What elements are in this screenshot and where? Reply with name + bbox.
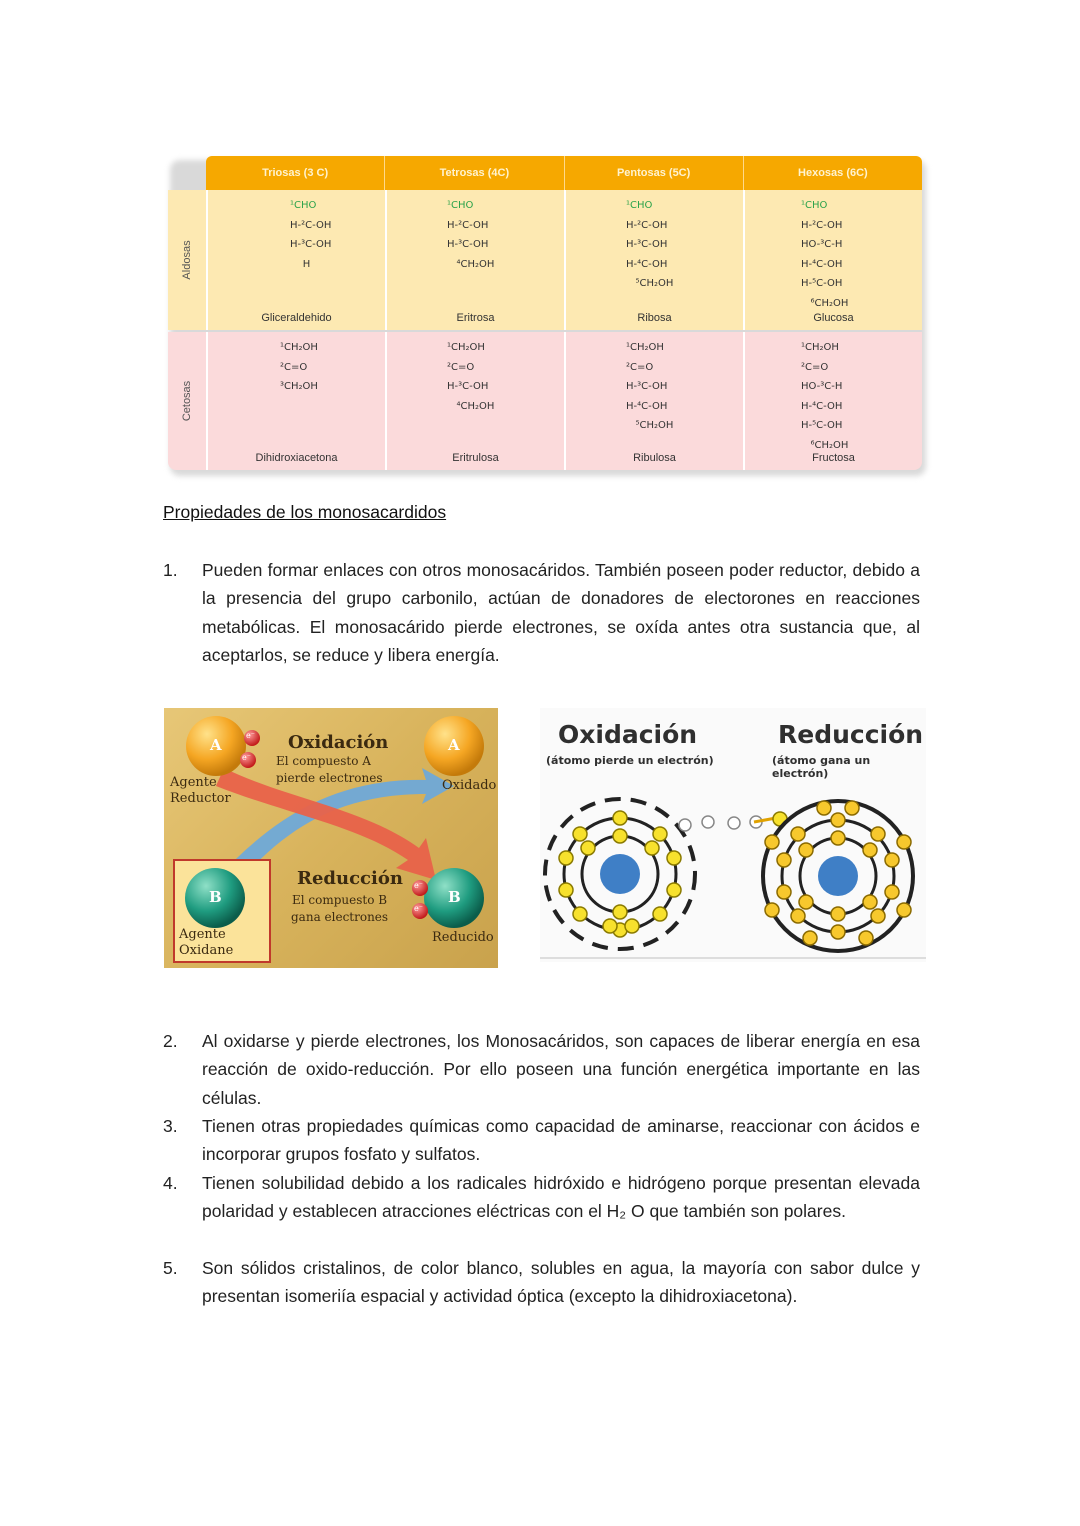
cell-eritrulosa: [387, 332, 566, 470]
atom-reduccion-title: Reducción: [778, 720, 924, 749]
atom-a-label: A: [448, 736, 460, 754]
agente-reductor-1: Agente: [170, 775, 217, 790]
formula-body: H-²C-OH H-³C-OH H-⁴C-OH ⁵CH₂OH: [626, 219, 674, 289]
cell-eritrosa: [387, 190, 566, 330]
table-header: [206, 156, 922, 190]
formula-top: ¹CHO: [626, 200, 653, 211]
formula-body: H-²C-OH H-³C-OH ⁴CH₂OH: [447, 219, 495, 270]
electron-label: e⁻: [246, 731, 255, 740]
formula-body: ¹CH₂OH ²C=O ³CH₂OH: [280, 342, 318, 392]
item-text: Pueden formar enlaces con otros monosacáridos. También poseen poder reductor, debido a la presencia del grupo carbonilo, actúan de donadores de electorones en reacciones metabólicas. El monosacárido pierde electrones, se oxída antes otra sustancia que, al aceptarlos, se reduce y libera energía.: [202, 560, 920, 666]
reduccion-desc-1: El compuesto B: [292, 893, 388, 907]
item-number: 3.: [163, 1116, 178, 1136]
molecule-name: Gliceraldehido: [261, 312, 332, 324]
molecule-name: Ribulosa: [633, 452, 676, 464]
atom-oxidacion-title: Oxidación: [558, 720, 698, 749]
atom-diagram: [540, 708, 926, 962]
reduccion-desc-2: gana electrones: [291, 910, 389, 924]
formula-body: H-²C-OH HO-³C-H H-⁴C-OH H-⁵C-OH ⁶CH₂OH: [801, 219, 849, 309]
formula-top: ¹CHO: [801, 200, 828, 211]
oxidacion-desc-2: pierde electrones: [276, 771, 383, 785]
header-pentosas: Pentosas (5C): [565, 156, 744, 190]
atom-reduccion-sub: (átomo gana un electrón): [772, 754, 871, 780]
item-number: 5.: [163, 1258, 178, 1278]
formula-top: ¹CHO: [290, 200, 317, 211]
item-number: 4.: [163, 1173, 178, 1193]
list-item: [163, 556, 920, 670]
item-text: Al oxidarse y pierde electrones, los Monosacáridos, son capaces de liberar energía en esa reacción de oxido-reducción. Por ello poseen una función energética importante en las células.: [202, 1031, 920, 1108]
reduccion-title: Reducción: [297, 868, 403, 889]
row-label-cetosas: Cetosas: [181, 380, 193, 422]
row-aldosas: [168, 190, 922, 330]
cell-dihidroxiacetona: [208, 332, 387, 470]
molecule-name: Fructosa: [812, 452, 855, 464]
monosaccharide-table: [168, 156, 922, 472]
section-title: Propiedades de los monosacardidos: [163, 502, 447, 522]
molecule-name: Ribosa: [637, 312, 672, 324]
redox-figure: [164, 708, 498, 968]
formula-top: ¹CHO: [447, 200, 474, 211]
molecule-name: Glucosa: [813, 312, 854, 324]
header-tetrosas: Tetrosas (4C): [385, 156, 564, 190]
list-item: [163, 1169, 920, 1226]
agente-oxidante-2: Oxidane: [179, 943, 234, 958]
molecule-name: Dihidroxiacetona: [255, 452, 338, 464]
reducido-label: Reducido: [432, 930, 494, 945]
electron-label: e⁻: [414, 881, 423, 890]
oxidacion-title: Oxidación: [288, 732, 389, 753]
atom-electron-figure: [540, 708, 926, 962]
atom-b-label: B: [448, 888, 461, 906]
cell-fructosa: [745, 332, 922, 470]
atom-left: [545, 799, 695, 949]
list-item: [163, 1112, 920, 1169]
oxidacion-desc-1: El compuesto A: [276, 754, 371, 768]
item-text: Son sólidos cristalinos, de color blanco, solubles en agua, la mayoría con sabor dulce y presentan isomeriía espacial y actividad óptica (excepto la dihidroxiacetona).: [202, 1258, 920, 1307]
cell-ribosa: [566, 190, 745, 330]
molecule-name: Eritrosa: [456, 312, 495, 324]
cell-ribulosa: [566, 332, 745, 470]
molecule-name: Eritrulosa: [452, 452, 499, 464]
list-item: [163, 1254, 920, 1311]
formula-body: H-²C-OH H-³C-OH H: [290, 219, 332, 270]
atom-b-label: B: [209, 888, 222, 906]
formula-body: ¹CH₂OH ²C=O H-³C-OH ⁴CH₂OH: [447, 342, 495, 412]
atom-right: [763, 801, 913, 951]
cell-gliceraldehido: [208, 190, 387, 330]
item-number: 1.: [163, 560, 178, 580]
row-cetosas: [168, 332, 922, 470]
electron-transfer: [679, 812, 787, 831]
header-hexosas: Hexosas (6C): [798, 167, 868, 179]
formula-body: ¹CH₂OH ²C=O HO-³C-H H-⁴C-OH H-⁵C-OH ⁶CH₂OH: [801, 342, 849, 451]
item-text: Tienen solubilidad debido a los radicales hidróxido e hidrógeno porque presentan elevada polaridad y establecen atracciones eléctricas con el H₂ O que también son polares.: [202, 1173, 920, 1222]
electron-label: e⁻: [242, 753, 251, 762]
oxidado-label: Oxidado: [442, 778, 497, 793]
formula-body: ¹CH₂OH ²C=O H-³C-OH H-⁴C-OH ⁵CH₂OH: [626, 342, 674, 431]
list-item: [163, 1027, 920, 1112]
electron-label: e⁻: [414, 904, 423, 913]
atom-a-label: A: [210, 736, 222, 754]
row-label-aldosas: Aldosas: [181, 240, 193, 280]
agente-oxidante-1: Agente: [179, 927, 226, 942]
item-number: 2.: [163, 1031, 178, 1051]
agente-reductor-2: Reductor: [170, 791, 231, 806]
atom-oxidacion-sub: (átomo pierde un electrón): [546, 754, 714, 767]
header-triosas: Triosas (3 C): [206, 156, 385, 190]
cell-glucosa: [745, 190, 922, 330]
item-text: Tienen otras propiedades químicas como capacidad de aminarse, reaccionar con ácidos e incorporar grupos fosfato y sulfatos.: [202, 1116, 920, 1165]
